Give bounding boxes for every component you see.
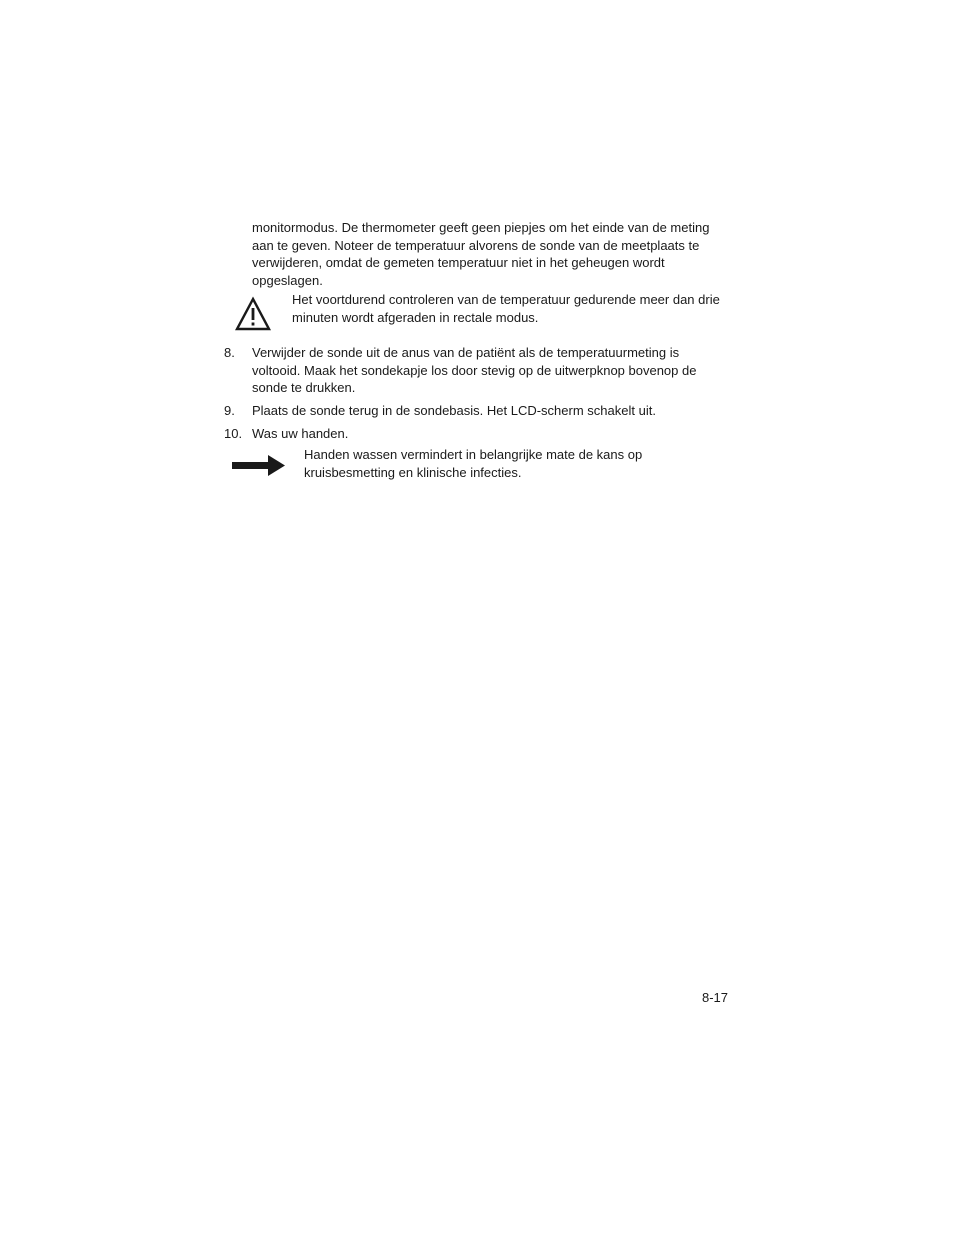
step-number: 8.	[224, 345, 235, 360]
step-number: 10.	[224, 426, 243, 441]
page-number: 8-17	[701, 990, 728, 1005]
note-text: Handen wassen vermindert in belangrijke mate de kans op kruisbesmetting en klinische infecties.	[304, 447, 643, 480]
continued-paragraph: monitormodus. De thermometer geeft geen piepjes om het einde van de meting aan te geven. Noteer de temperatuur alvorens de sonde van de meetplaats te verwijderen, omdat de gemeten temperatuur niet in het geheugen wordt opgeslagen.	[252, 220, 710, 288]
arrow-right-icon	[232, 454, 286, 478]
warning-triangle-icon	[234, 296, 272, 332]
step-text: Verwijder de sonde uit de anus van de patiënt als de temperatuurmeting is voltooid. Maak het sondekapje los door stevig op de uitwerpknop bovenop de sonde te drukken.	[252, 345, 697, 395]
step-number: 9.	[224, 403, 235, 418]
step-text: Was uw handen.	[252, 426, 349, 441]
warning-text: Het voortdurend controleren van de temperatuur gedurende meer dan drie minuten wordt afgeraden in rectale modus.	[292, 292, 720, 325]
step-text: Plaats de sonde terug in de sondebasis. Het LCD-scherm schakelt uit.	[252, 403, 656, 418]
